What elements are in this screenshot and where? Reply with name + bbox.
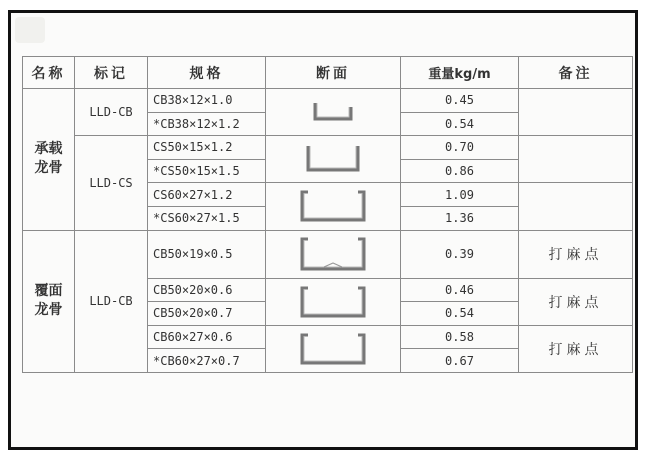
weight-cell: 0.39: [401, 230, 519, 278]
channel-cb50-20-icon: [294, 282, 372, 322]
note-cell-empty: [519, 183, 633, 230]
spec-cell: CS60×27×1.2: [148, 183, 266, 207]
table-row: [23, 89, 633, 113]
section-cell: [266, 136, 401, 183]
spec-cell: CB50×19×0.5: [148, 230, 266, 278]
channel-cb38-icon: [307, 99, 359, 125]
header-section: 断面: [266, 57, 401, 89]
section-cell: [266, 183, 401, 230]
spec-cell: CB50×20×0.6: [148, 278, 266, 302]
weight-cell: 0.67: [401, 349, 519, 373]
channel-cb60-icon: [294, 329, 372, 369]
keel-spec-table: [22, 56, 633, 373]
mark-cell: LLD-CB: [75, 89, 148, 136]
weight-cell: 0.86: [401, 159, 519, 183]
spec-cell: CB60×27×0.6: [148, 325, 266, 349]
mark-cell: LLD-CS: [75, 136, 148, 230]
channel-cs50-icon: [298, 142, 368, 176]
corner-smudge: [15, 17, 45, 43]
spec-cell: *CB38×12×1.2: [148, 112, 266, 136]
weight-cell: 0.54: [401, 302, 519, 326]
document-frame: [8, 10, 638, 450]
header-mark: 标记: [75, 57, 148, 89]
spec-cell: *CB60×27×0.7: [148, 349, 266, 373]
section-cell: [266, 325, 401, 372]
weight-cell: 0.58: [401, 325, 519, 349]
group-label-cover: [23, 230, 75, 372]
weight-cell: 1.09: [401, 183, 519, 207]
mark-cell: LLD-CB: [75, 230, 148, 372]
spec-cell: *CS60×27×1.5: [148, 206, 266, 230]
header-note: 备注: [519, 57, 633, 89]
header-name: 名称: [23, 57, 75, 89]
section-cell: [266, 89, 401, 136]
spec-cell: *CS50×15×1.5: [148, 159, 266, 183]
note-cell: 打麻点: [519, 230, 633, 278]
spec-cell: CS50×15×1.2: [148, 136, 266, 160]
header-weight: 重量kg/m: [401, 57, 519, 89]
weight-cell: 1.36: [401, 206, 519, 230]
note-cell: 打麻点: [519, 278, 633, 325]
section-cell: [266, 230, 401, 278]
weight-cell: 0.54: [401, 112, 519, 136]
header-spec: 规格: [148, 57, 266, 89]
group-label-bearing: [23, 89, 75, 231]
note-cell: 打麻点: [519, 325, 633, 372]
table-row: [23, 136, 633, 160]
weight-cell: 0.46: [401, 278, 519, 302]
spec-cell: CB50×20×0.7: [148, 302, 266, 326]
note-cell-empty: [519, 89, 633, 136]
note-cell-empty: [519, 136, 633, 183]
channel-cs60-icon: [294, 186, 372, 226]
spec-cell: CB38×12×1.0: [148, 89, 266, 113]
channel-cb50-19-icon: [294, 233, 372, 275]
weight-cell: 0.45: [401, 89, 519, 113]
group-name: 承载 龙骨: [34, 141, 63, 177]
section-cell: [266, 278, 401, 325]
header-row: [23, 57, 633, 89]
group-name: 覆面 龙骨: [34, 283, 63, 319]
table-row: [23, 230, 633, 278]
weight-cell: 0.70: [401, 136, 519, 160]
